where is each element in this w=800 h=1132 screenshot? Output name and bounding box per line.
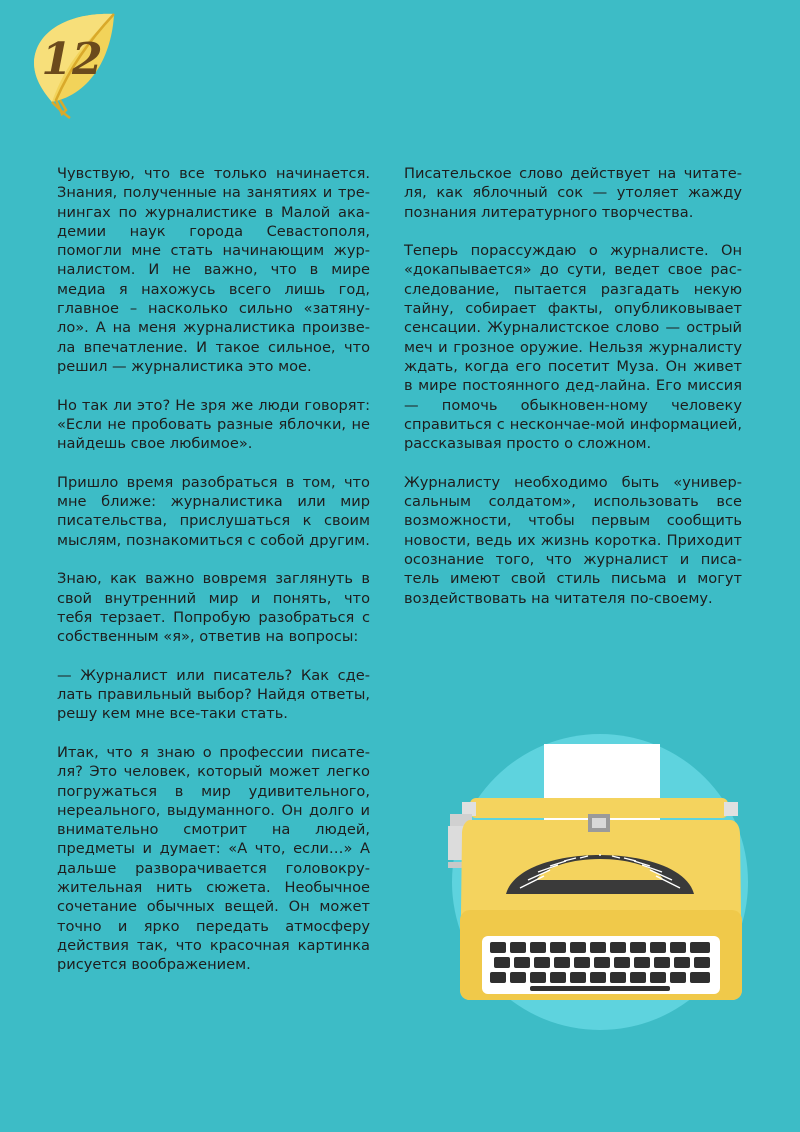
typewriter-illustration (440, 730, 760, 1030)
paragraph: Теперь порассуждаю о журналисте. Он «докапывается» до сути, ведет свое рас-следование, пытается разгадать некую тайну, собирает факты, опубликовывает сенсации. Журналистское слово — острый меч и грозное оружие. Нельзя журналисту ждать, когда его посетит Муза. Он живет в мире постоянного дед-лайна. Его миссия — помочь обыкновен-ному человеку справиться с нескончае-мой информацией, рассказывая просто о сложном. (404, 242, 742, 453)
left-column (57, 164, 370, 994)
paragraph: Журналисту необходимо быть «универ-сальным солдатом», использовать все возможности, чтобы первым сообщить новости, ведь их жизнь коротка. Приходит осознание того, что журналист и писа-тель имеют свой стиль письма и могут воздействовать на читателя по-своему. (404, 473, 742, 607)
paragraph: Итак, что я знаю о профессии писате-ля? Это человек, который может легко погружаться в мир удивительного, нереального, выдуманного. Он долго и внимательно смотрит на людей, предметы и думает: «А что, если…» А дальше разворачивается головокру-жительная нить сюжета. Необычное сочетание обычных вещей. Он может точно и ярко передать атмосферу действия так, что красочная картинка рисуется воображением. (57, 743, 370, 974)
right-column (404, 164, 742, 627)
paragraph: Знаю, как важно вовремя заглянуть в свой внутренний мир и понять, что тебя терзает. Попробую разобраться с собственным «я», ответив на вопросы: (57, 570, 370, 646)
paragraph: Но так ли это? Не зря же люди говорят: «Если не пробовать разные яблочки, не найдешь свое любимое». (57, 396, 370, 453)
paragraph: Чувствую, что все только начинается. Знания, полученные на занятиях и тре-нингах по журналистике в Малой ака-демии наук города Севастополя, помогли мне стать начинающим жур-налистом. И не важно, что в мире медиа я нахожусь всего лишь год, главное – насколько сильно «затяну-ло». А на меня журналистика произве-ла впечатление. И такое сильное, что решил — журналистика это мое. (57, 165, 370, 375)
paragraph: Пришло время разобраться в том, что мне ближе: журналистика или мир писательства, прислушаться к своим мыслям, познакомиться с собой другим. (57, 473, 370, 549)
leaf-icon (26, 10, 120, 122)
page-number-badge (26, 10, 120, 122)
paragraph: — Журналист или писатель? Как сде-лать правильный выбор? Найдя ответы, решу кем мне все-таки стать. (57, 666, 370, 723)
paragraph: Писательское слово действует на читате-ля, как яблочный сок — утоляет жажду познания литературного творчества. (404, 165, 742, 221)
page-number: 12 (41, 34, 103, 85)
